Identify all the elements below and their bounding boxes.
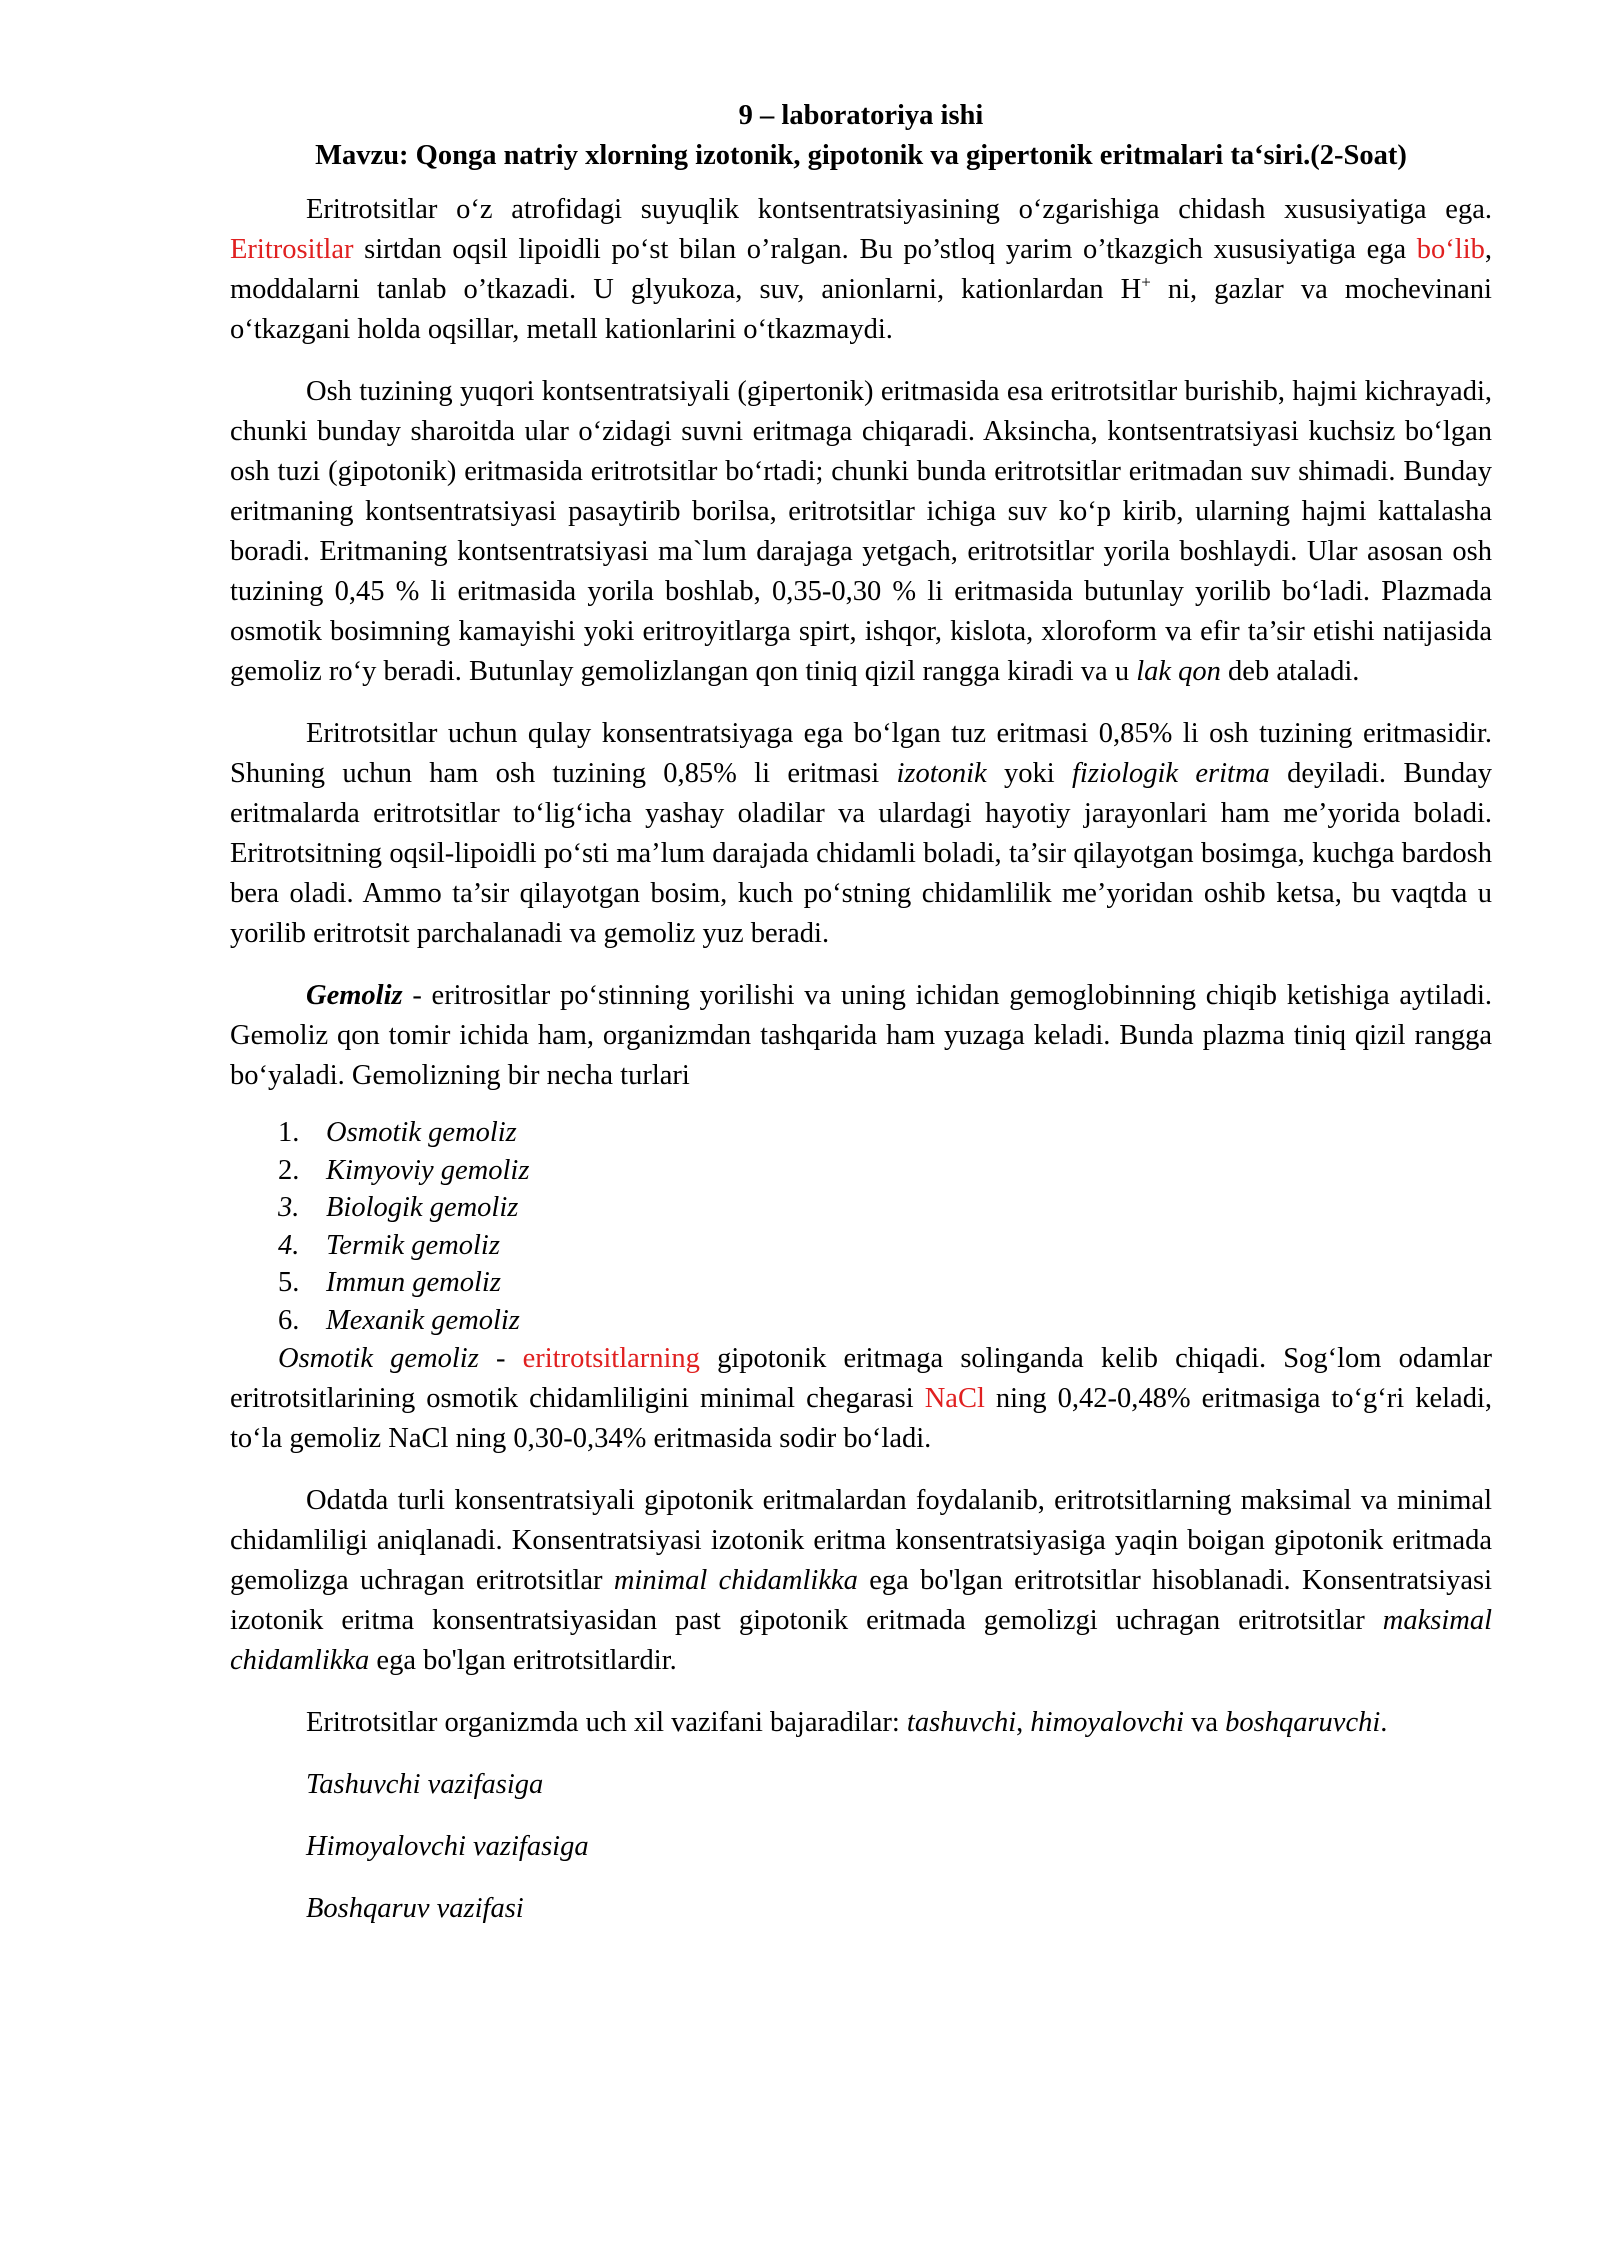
- p6-text-a: Odatda turli konsentratsiyali gipotonik eritmalardan foydalanib, eritrotsitlarning maksimal va minimal chidamliligi aniqlanadi. Konsentratsiyasi izotonik eritma konsentratsiyasiga yaqin boigan gipotonik eritmada gemolizga uchragan eritrotsitlar: [230, 1485, 1492, 1596]
- list-text: Osmotik gemoliz: [326, 1117, 517, 1148]
- paragraph-5: [230, 1339, 1492, 1459]
- p1-highlight-1: Eritrositlar: [230, 234, 354, 265]
- p6-italic-1: minimal chidamlikka: [613, 1565, 858, 1596]
- p1-text-d: ni, gazlar va mochevinani o‘tkazgani holda oqsillar, metall kationlarini o‘tkazmaydi.: [230, 274, 1492, 345]
- paragraph-7: [230, 1703, 1492, 1743]
- p7-text-b: ,: [1016, 1707, 1031, 1738]
- p5-highlight-2: NaCl: [924, 1383, 985, 1414]
- list-item: [230, 1302, 1492, 1340]
- p2-italic: lak qon: [1136, 656, 1221, 687]
- p1-text-a: Eritrotsitlar o‘z atrofidagi suyuqlik kontsentratsiyasining o‘zgarishiga chidash xususiyatiga ega.: [306, 194, 1492, 225]
- function-heading-regulatory: Boshqaruv vazifasi: [306, 1893, 524, 1924]
- p7-text-a: Eritrotsitlar organizmda uch xil vazifani bajaradilar:: [306, 1707, 907, 1738]
- p2-text-b: deb ataladi.: [1220, 656, 1360, 687]
- p1-superscript: +: [1141, 272, 1151, 292]
- p1-text-b: sirtdan oqsil lipoidli po‘st bilan o’ralgan. Bu po’stloq yarim o’tkazgich xususiyatiga ega: [353, 234, 1417, 265]
- p5-italic: Osmotik gemoliz: [278, 1343, 479, 1374]
- p6-text-b: ega bo'lgan eritrotsitlar hisoblanadi. Konsentratsiyasi izotonik eritma konsentratsiyasidan past gipotonik eritmada gemolizgi uchragan eritrotsitlar: [230, 1565, 1492, 1636]
- p7-text-c: va: [1183, 1707, 1226, 1738]
- list-item: [230, 1152, 1492, 1190]
- p3-text-b: yoki: [986, 758, 1072, 789]
- p4-term: Gemoliz: [306, 980, 403, 1011]
- function-heading-protective: Himoyalovchi vazifasiga: [306, 1831, 589, 1862]
- p3-italic-1: izotonik: [896, 758, 987, 789]
- topic-title: Mavzu: Qonga natriy xlorning izotonik, gipotonik va gipertonik eritmalari ta‘siri.(2-Soat): [315, 140, 1407, 171]
- p7-italic-2: himoyalovchi: [1030, 1707, 1184, 1738]
- p3-text-a: Eritrotsitlar uchun qulay konsentratsiyaga ega bo‘lgan tuz eritmasi 0,85% li osh tuzining eritmasidir. Shuning uchun ham osh tuzining 0,85% li eritmasi: [230, 718, 1492, 789]
- p3-text-c: deyiladi. Bunday eritmalarda eritrotsitlar to‘lig‘icha yashay oladilar va ulardagi hayotiy jarayonlari ham me’yorida boladi. Eritrotsitning oqsil-lipoidli po‘sti ma’lum darajada chidamli boladi, ta’sir qilayotgan bosimga, kuchga bardosh bera oladi. Ammo ta’sir qilayotgan bosim, kuch po‘stning chidamlilik me’yoridan oshib ketsa, bu vaqtda u yorilib eritrotsit parchalanadi va gemoliz yuz beradi.: [230, 758, 1492, 949]
- list-item: [230, 1189, 1492, 1227]
- document-page: [230, 96, 1492, 1929]
- list-number: 1.: [278, 1117, 300, 1148]
- list-item: [230, 1264, 1492, 1302]
- list-item: [230, 1114, 1492, 1152]
- list-number: 3.: [278, 1192, 300, 1223]
- function-heading-transport: Tashuvchi vazifasiga: [306, 1769, 544, 1800]
- paragraph-4: [230, 976, 1492, 1096]
- p4-text-a: - eritrositlar po‘stinning yorilishi va uning ichidan gemoglobinning chiqib ketishiga aytiladi. Gemoliz qon tomir ichida ham, organizmdan tashqarida ham yuzaga keladi. Bunda plazma tiniq qizil rangga bo‘yaladi. Gemolizning bir necha turlari: [230, 980, 1492, 1091]
- p7-text-d: .: [1380, 1707, 1388, 1738]
- p6-italic-2: maksimal chidamlikka: [230, 1605, 1492, 1676]
- list-number: 4.: [278, 1229, 300, 1261]
- list-text: Immun gemoliz: [326, 1267, 501, 1298]
- hemolysis-types-list: [230, 1114, 1492, 1339]
- list-number: 2.: [278, 1154, 300, 1186]
- p2-text-a: Osh tuzining yuqori kontsentratsiyali (gipertonik) eritmasida esa eritrotsitlar burishib, hajmi kichrayadi, chunki bunday sharoitda ular o‘zidagi suvni eritmaga chiqaradi. Aksincha, kontsentratsiyasi kuchsiz bo‘lgan osh tuzi (gipotonik) eritmasida eritrotsitlar bo‘rtadi; chunki bunda eritrotsitlar eritmadan suv shimadi. Bunday eritmaning kontsentratsiyasi pasaytirib borilsa, eritrotsitlar ichiga suv ko‘p kirib, ularning hajmi kattalasha boradi. Eritmaning kontsentratsiyasi ma`lum darajaga yetgach, eritrotsitlar yorila boshlaydi. Ular asosan osh tuzining 0,45 % li eritmasida yorila boshlab, 0,35-0,30 % li eritmasida butunlay yorilib bo‘ladi. Plazmada osmotik bosimning kamayishi yoki eritroyitlarga spirt, ishqor, kislota, xloroform va efir ta’sir etishi natijasida gemoliz ro‘y beradi. Butunlay gemolizlangan qon tiniq qizil rangga kiradi va u: [230, 376, 1492, 687]
- paragraph-2: [230, 372, 1492, 692]
- p1-text-c: , moddalarni tanlab o’tkazadi. U glyukoza, suv, anionlarni, kationlardan H: [230, 234, 1492, 305]
- p7-italic-3: boshqaruvchi: [1225, 1707, 1381, 1738]
- list-number: 6.: [278, 1304, 300, 1336]
- p5-text-c: ning 0,42-0,48% eritmasiga to‘g‘ri keladi, to‘la gemoliz NaCl ning 0,30-0,34% eritmasida sodir bo‘ladi.: [230, 1383, 1492, 1454]
- list-item: [230, 1227, 1492, 1265]
- paragraph-3: [230, 714, 1492, 954]
- paragraph-6: [230, 1481, 1492, 1681]
- p5-highlight-1: eritrotsitlarning: [522, 1343, 700, 1374]
- list-text: Biologik gemoliz: [326, 1192, 519, 1223]
- p1-highlight-2: bo‘lib: [1416, 234, 1485, 265]
- p5-text-a: -: [478, 1343, 523, 1374]
- list-number: 5.: [278, 1267, 300, 1298]
- p6-text-c: ega bo'lgan eritrotsitlardir.: [369, 1645, 677, 1676]
- list-text: Mexanik gemoliz: [326, 1304, 520, 1336]
- list-text: Termik gemoliz: [326, 1229, 500, 1261]
- lab-number-title: 9 – laboratoriya ishi: [738, 100, 984, 131]
- p7-italic-1: tashuvchi: [906, 1707, 1017, 1738]
- p3-italic-2: fiziologik eritma: [1071, 758, 1270, 789]
- p5-text-b: gipotonik eritmaga solinganda kelib chiqadi. Sog‘lom odamlar eritrotsitlarining osmotik chidamliligini minimal chegarasi: [230, 1343, 1492, 1414]
- paragraph-1: [230, 190, 1492, 350]
- list-text: Kimyoviy gemoliz: [326, 1154, 530, 1186]
